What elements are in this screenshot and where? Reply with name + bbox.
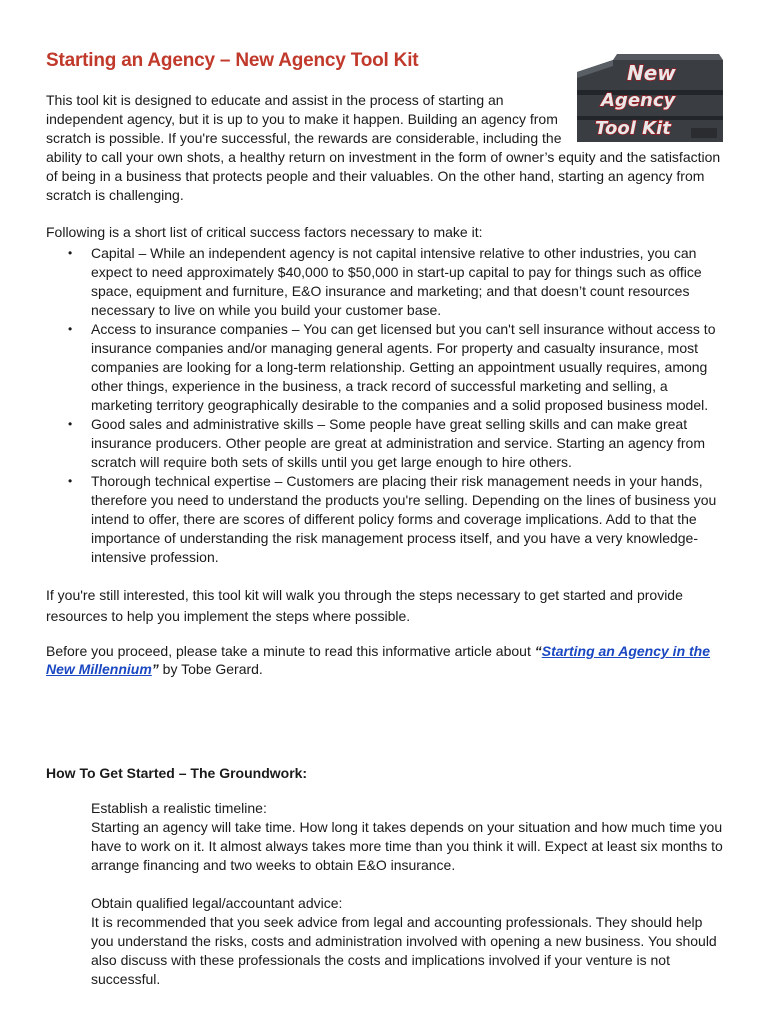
step-body: It is recommended that you seek advice from legal and accounting professionals. They should help you understand the risks, costs and administration involved with opening a new business. You should also discuss with these professionals the costs and implications involved if your venture is not successful.	[91, 914, 717, 987]
bullet-icon: •	[68, 417, 73, 431]
list-item: • Access to insurance companies – You can get licensed but you can't sell insurance without access to insurance companies and/or managing general agents. For property and casualty insurance, most companies are looking for a long-term relationship. Getting an appointment usually requires, among other things, experience in the business, a track record of successful marketing and selling, a marketing territory geographically desirable to the companies and a solid proposed business model.	[68, 321, 716, 413]
interest-paragraph: If you're still interested, this tool kit will walk you through the steps necessary to get started and provide resources to help you implement the steps where possible.	[46, 587, 683, 624]
step-title: Establish a realistic timeline:	[91, 800, 267, 816]
logo-line-3: Tool Kit	[595, 118, 671, 139]
step-timeline	[91, 799, 726, 875]
bullet-icon: •	[68, 246, 73, 260]
proceed-paragraph: Before you proceed, please take a minute to read this informative article about “Starting an Agency in the New Millennium” by Tobe Gerard.	[46, 643, 711, 677]
close-quote: ”	[151, 661, 159, 677]
logo-line-1: New	[627, 61, 676, 85]
list-item: • Good sales and administrative skills – Some people have great selling skills and can make great insurance producers. Other people are great at administration and service. Starting an agency from scratch will require both sets of skills until you get large enough to hire others.	[68, 416, 705, 470]
intro-paragraph	[46, 91, 726, 205]
bullet-icon: •	[68, 322, 73, 336]
success-factors-list	[46, 244, 726, 567]
success-factors-lead: Following is a short list of critical success factors necessary to make it:	[46, 224, 483, 240]
list-item: • Capital – While an independent agency is not capital intensive relative to other industries, you can expect to need approximately $40,000 to $50,000 in start-up capital to pay for things such as office space, equipment and furniture, E&O insurance and marketing; and that doesn’t count resources necessary to live on while you build your customer base.	[68, 245, 702, 318]
page-title: Starting an Agency – New Agency Tool Kit	[46, 50, 419, 71]
intro-text: This tool kit is designed to educate and assist in the process of starting an independent agency, but it is up to you to make it happen. Building an agency from scratch is possible. If you're successful, the rewards are considerable, including the ability to call your own shots, a healthy return on investment in the form of owner’s equity and the satisfaction of being in a business that protects people and their valuables. On the other hand, starting an agency from scratch is challenging.	[46, 92, 721, 203]
logo-line-2: Agency	[601, 90, 676, 111]
step-title: Obtain qualified legal/accountant advice:	[91, 895, 343, 911]
open-quote: “	[534, 643, 542, 659]
list-item: • Thorough technical expertise – Customers are placing their risk management needs in your hands, therefore you need to understand the products you're selling. Depending on the lines of business you intend to offer, there are scores of different policy forms and coverage implications. Add to that the importance of understanding the risk management process itself, and you have a very knowledge-intensive profession.	[68, 473, 717, 565]
step-legal-advice	[91, 894, 726, 989]
step-body: Starting an agency will take time. How long it takes depends on your situation and how much time you have to work on it. It almost always takes more time than you think it will. Expect at least six months to arrange financing and two weeks to obtain E&O insurance.	[91, 819, 723, 873]
bullet-icon: •	[68, 474, 73, 488]
section-heading: How To Get Started – The Groundwork:	[46, 765, 308, 781]
article-link[interactable]: Starting an Agency in the New Millennium	[46, 643, 711, 677]
